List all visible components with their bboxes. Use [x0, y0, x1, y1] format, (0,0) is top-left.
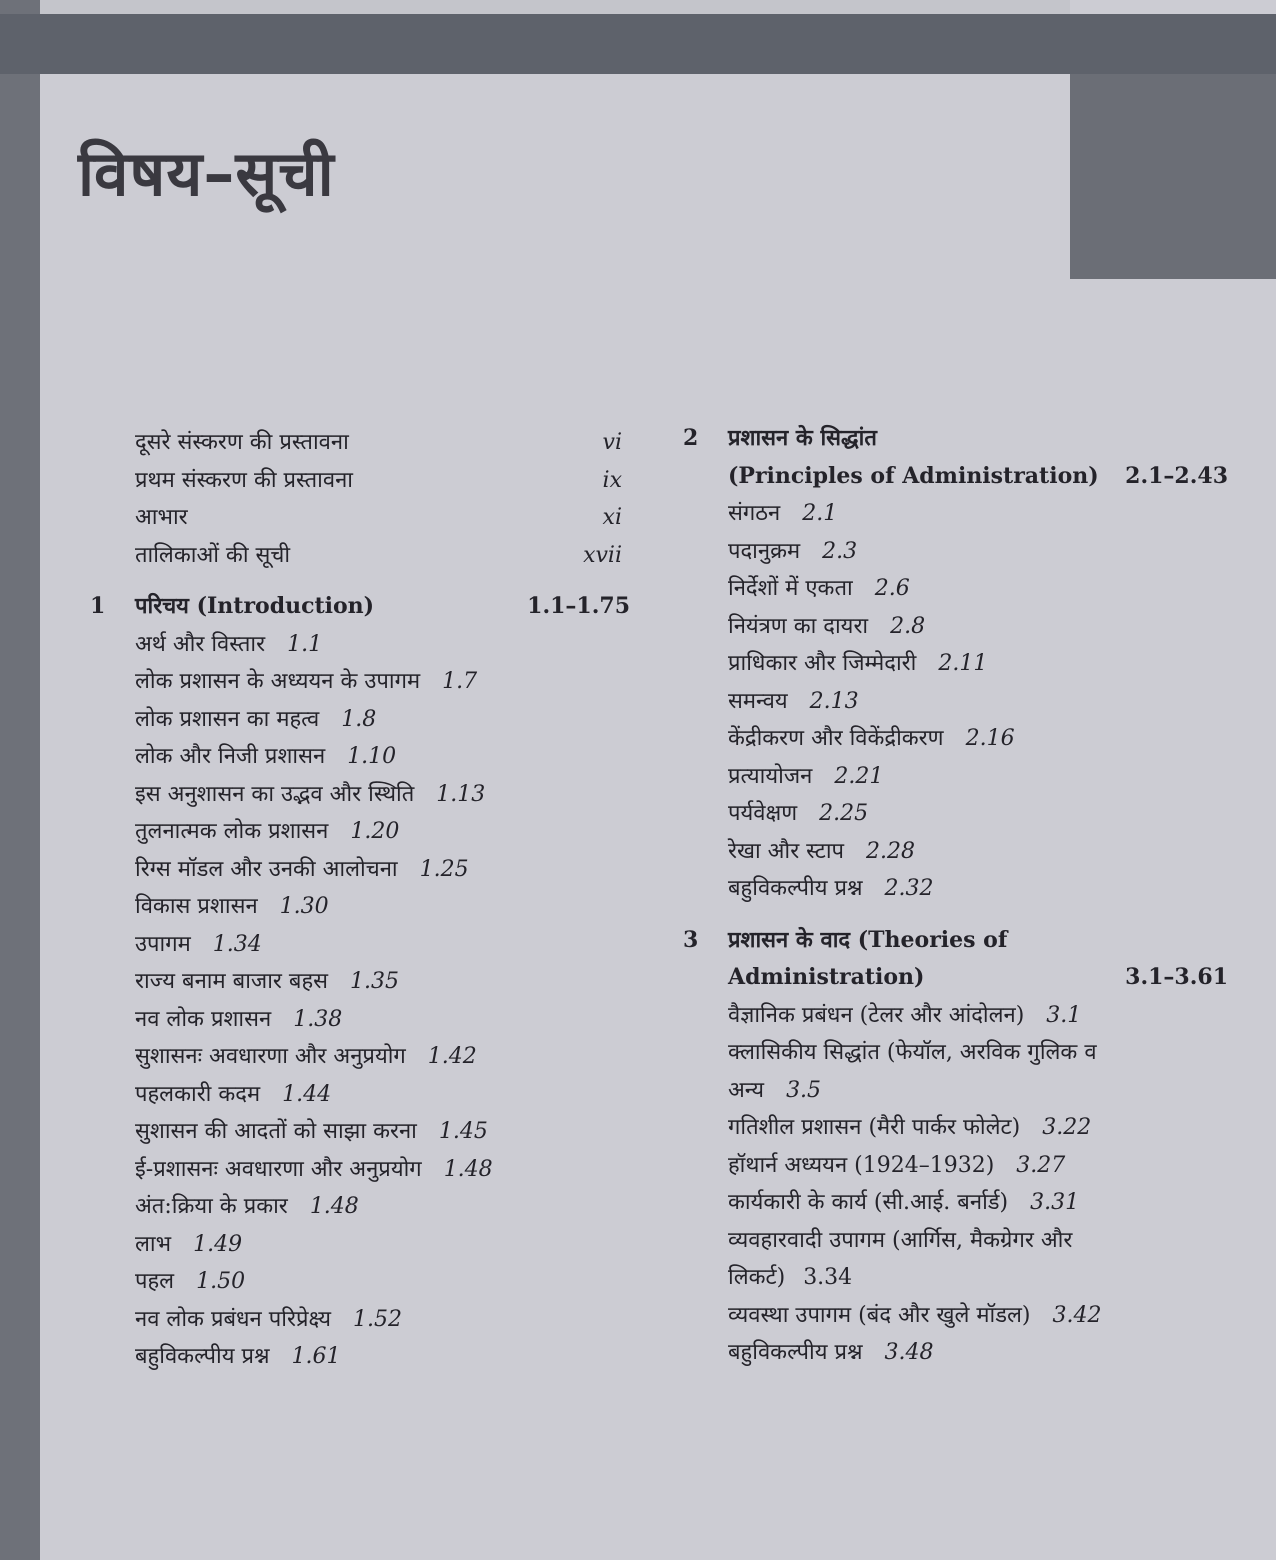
entry-page: 1.35 — [350, 969, 400, 994]
toc-right-column — [683, 420, 1228, 1372]
toc-entry — [683, 683, 1228, 721]
toc-entry — [90, 424, 630, 462]
chapter-title: प्रशासन के सिद्धांत — [728, 425, 877, 451]
toc-entry — [90, 1076, 630, 1114]
toc-entry — [683, 570, 1228, 608]
entry-page: 3.48 — [884, 1340, 934, 1365]
chapter-heading-line2 — [683, 959, 1228, 997]
chapter-range: 2.1–2.43 — [1125, 462, 1228, 489]
entry-label-cont: अन्य — [728, 1077, 765, 1103]
entry-page: 1.20 — [350, 819, 400, 844]
entry-page: 1.8 — [341, 706, 377, 732]
entry-page: 2.11 — [938, 651, 988, 676]
entry-label: लाभ — [135, 1231, 172, 1257]
entry-label: ई-प्रशासनः अवधारणा और अनुप्रयोग — [135, 1156, 422, 1182]
entry-label: तालिकाओं की सूची — [135, 542, 291, 568]
entry-page: 2.16 — [965, 726, 1015, 751]
left-gray-band — [0, 0, 40, 1560]
toc-entry — [683, 758, 1228, 796]
chapter-title-cont: Administration) — [728, 964, 925, 990]
entry-page: xvii — [583, 542, 622, 568]
entry-label: बहुविकल्पीय प्रश्न — [135, 1344, 270, 1369]
toc-entry — [90, 499, 630, 537]
entry-page: ix — [602, 467, 622, 493]
entry-label: तुलनात्मक लोक प्रशासन — [135, 819, 329, 844]
toc-entry — [90, 1301, 630, 1339]
toc-entry — [90, 1038, 630, 1076]
toc-entry — [683, 795, 1228, 833]
entry-label: बहुविकल्पीय प्रश्न — [728, 1340, 863, 1365]
entry-label: पर्यवेक्षण — [728, 801, 798, 826]
toc-entry — [90, 888, 630, 926]
entry-page: 3.22 — [1042, 1115, 1092, 1140]
entry-label: व्यवस्था उपागम (बंद और खुले मॉडल) — [728, 1302, 1031, 1328]
entry-label: नियंत्रण का दायरा — [728, 613, 869, 639]
entry-page: 3.42 — [1052, 1302, 1102, 1328]
chapter-heading — [683, 922, 1228, 960]
toc-entry — [90, 663, 630, 701]
toc-entry — [683, 1034, 1228, 1072]
entry-label: प्रथम संस्करण की प्रस्तावना — [135, 467, 353, 493]
entry-label: प्रत्यायोजन — [728, 763, 813, 789]
entry-page: 1.45 — [438, 1119, 488, 1144]
chapter-number: 3 — [683, 926, 699, 953]
chapter-range: 1.1–1.75 — [527, 593, 630, 619]
entry-label: गतिशील प्रशासन (मैरी पार्कर फोलेट) — [728, 1115, 1021, 1140]
entry-label: विकास प्रशासन — [135, 894, 258, 919]
toc-entry — [90, 1151, 630, 1189]
toc-entry — [683, 1222, 1228, 1260]
entry-page: 1.38 — [293, 1006, 343, 1032]
toc-entry — [683, 997, 1228, 1035]
toc-entry — [683, 495, 1228, 533]
entry-label: केंद्रीकरण और विकेंद्रीकरण — [728, 726, 944, 751]
chapter-number: 2 — [683, 425, 699, 451]
entry-page: 1.30 — [279, 894, 329, 919]
entry-page: 1.25 — [419, 856, 469, 882]
toc-entry — [683, 1109, 1228, 1147]
entry-label: दूसरे संस्करण की प्रस्तावना — [135, 430, 349, 455]
entry-page: 2.28 — [866, 838, 916, 864]
entry-page: 1.50 — [196, 1269, 246, 1294]
entry-page: 3.5 — [786, 1077, 822, 1103]
entry-label-cont: लिकर्ट) — [728, 1265, 786, 1290]
toc-entry — [683, 1334, 1228, 1372]
toc-entry — [683, 1184, 1228, 1222]
toc-entry — [683, 870, 1228, 908]
entry-label: नव लोक प्रशासन — [135, 1006, 272, 1032]
entry-page: 2.1 — [802, 501, 838, 526]
entry-label: नव लोक प्रबंधन परिप्रेक्ष्य — [135, 1306, 332, 1332]
entry-page: 2.8 — [890, 613, 926, 639]
toc-entry — [683, 833, 1228, 871]
entry-page: 1.1 — [287, 631, 323, 657]
entry-label: हॉथार्न अध्ययन (1924–1932) — [728, 1152, 995, 1178]
toc-entry — [683, 533, 1228, 571]
chapter-title-en: (Principles of Administration) — [728, 462, 1099, 489]
entry-label: पहल — [135, 1269, 175, 1294]
chapter-heading — [683, 420, 1228, 458]
entry-page: 2.25 — [819, 801, 869, 826]
entry-label: समन्वय — [728, 688, 788, 714]
entry-label: रिग्स मॉडल और उनकी आलोचना — [135, 856, 398, 882]
chapter-heading-line2 — [683, 458, 1228, 496]
entry-label: कार्यकारी के कार्य (सी.आई. बर्नार्ड) — [728, 1190, 1009, 1215]
entry-label: लोक प्रशासन का महत्व — [135, 706, 320, 732]
entry-label: रेखा और स्टाप — [728, 838, 845, 864]
entry-label: सुशासनः अवधारणा और अनुप्रयोग — [135, 1044, 406, 1069]
entry-label: आभार — [135, 505, 188, 530]
entry-page: 1.48 — [309, 1194, 359, 1219]
entry-page: 3.27 — [1016, 1152, 1066, 1178]
entry-label: वैज्ञानिक प्रबंधन (टेलर और आंदोलन) — [728, 1002, 1025, 1028]
entry-label: बहुविकल्पीय प्रश्न — [728, 876, 863, 901]
entry-page: vi — [602, 430, 622, 455]
entry-label: लोक और निजी प्रशासन — [135, 744, 326, 769]
entry-label: सुशासन की आदतों को साझा करना — [135, 1119, 417, 1144]
entry-label: राज्य बनाम बाजार बहस — [135, 969, 329, 994]
entry-label: निर्देशों में एकता — [728, 576, 853, 601]
entry-page: 1.42 — [427, 1044, 477, 1069]
toc-entry-cont — [683, 1259, 1228, 1297]
page-title: विषय–सूची — [78, 137, 335, 210]
page-top-edge — [40, 0, 1070, 14]
entry-label: व्यवहारवादी उपागम (आर्गिस, मैकग्रेगर और — [728, 1227, 1073, 1253]
toc-entry — [90, 1338, 630, 1376]
toc-entry — [683, 645, 1228, 683]
entry-page: xi — [602, 505, 622, 530]
entry-label: लोक प्रशासन के अध्ययन के उपागम — [135, 669, 421, 694]
toc-entry — [90, 926, 630, 964]
entry-page: 1.61 — [291, 1344, 341, 1369]
entry-page: 1.13 — [436, 781, 486, 807]
toc-entry — [90, 701, 630, 739]
entry-page: 3.31 — [1030, 1190, 1080, 1215]
entry-label: क्लासिकीय सिद्धांत (फेयॉल, अरविक गुलिक व — [728, 1040, 1097, 1065]
entry-label: पदानुक्रम — [728, 538, 801, 564]
chapter-range: 3.1–3.61 — [1125, 964, 1228, 990]
chapter-number: 1 — [90, 593, 106, 619]
entry-label: उपागम — [135, 931, 191, 957]
entry-label: प्राधिकार और जिम्मेदारी — [728, 651, 917, 676]
entry-label: इस अनुशासन का उद्भव और स्थिति — [135, 781, 415, 807]
toc-entry — [90, 626, 630, 664]
toc-entry — [90, 963, 630, 1001]
chapter-title: परिचय (Introduction) — [135, 593, 375, 619]
toc-entry — [683, 720, 1228, 758]
entry-label: संगठन — [728, 501, 781, 526]
toc-entry — [90, 776, 630, 814]
toc-entry — [90, 813, 630, 851]
toc-entry — [90, 537, 630, 575]
corner-block — [1070, 74, 1276, 279]
entry-label: पहलकारी कदम — [135, 1081, 261, 1107]
toc-entry — [90, 851, 630, 889]
toc-entry — [683, 608, 1228, 646]
toc-entry — [90, 1226, 630, 1264]
entry-page: 2.13 — [809, 688, 859, 714]
entry-page: 1.48 — [443, 1156, 493, 1182]
entry-page: 2.21 — [834, 763, 884, 789]
entry-page: 1.49 — [193, 1231, 243, 1257]
toc-entry — [90, 1188, 630, 1226]
entry-page: 1.52 — [353, 1306, 402, 1332]
toc-entry-cont — [683, 1072, 1228, 1110]
chapter-title: प्रशासन के वाद (Theories of — [728, 926, 1008, 953]
toc-left-column — [90, 424, 630, 1376]
entry-page: 1.34 — [212, 931, 262, 957]
entry-page: 1.10 — [347, 744, 397, 769]
entry-page: 2.6 — [874, 576, 910, 601]
header-band — [0, 14, 1276, 74]
toc-entry — [90, 1001, 630, 1039]
entry-page: 3.1 — [1046, 1002, 1082, 1028]
entry-page: 1.7 — [442, 669, 478, 694]
toc-entry — [683, 1147, 1228, 1185]
toc-entry — [90, 462, 630, 500]
toc-entry — [90, 1263, 630, 1301]
entry-page: 1.44 — [282, 1081, 332, 1107]
entry-page: 2.32 — [884, 876, 934, 901]
toc-entry — [683, 1297, 1228, 1335]
entry-label: अंत:क्रिया के प्रकार — [135, 1194, 288, 1219]
entry-page: 2.3 — [822, 538, 858, 564]
toc-entry — [90, 738, 630, 776]
entry-label: अर्थ और विस्तार — [135, 631, 266, 657]
toc-entry — [90, 1113, 630, 1151]
chapter-heading — [90, 588, 630, 626]
entry-page: 3.34 — [803, 1265, 853, 1290]
